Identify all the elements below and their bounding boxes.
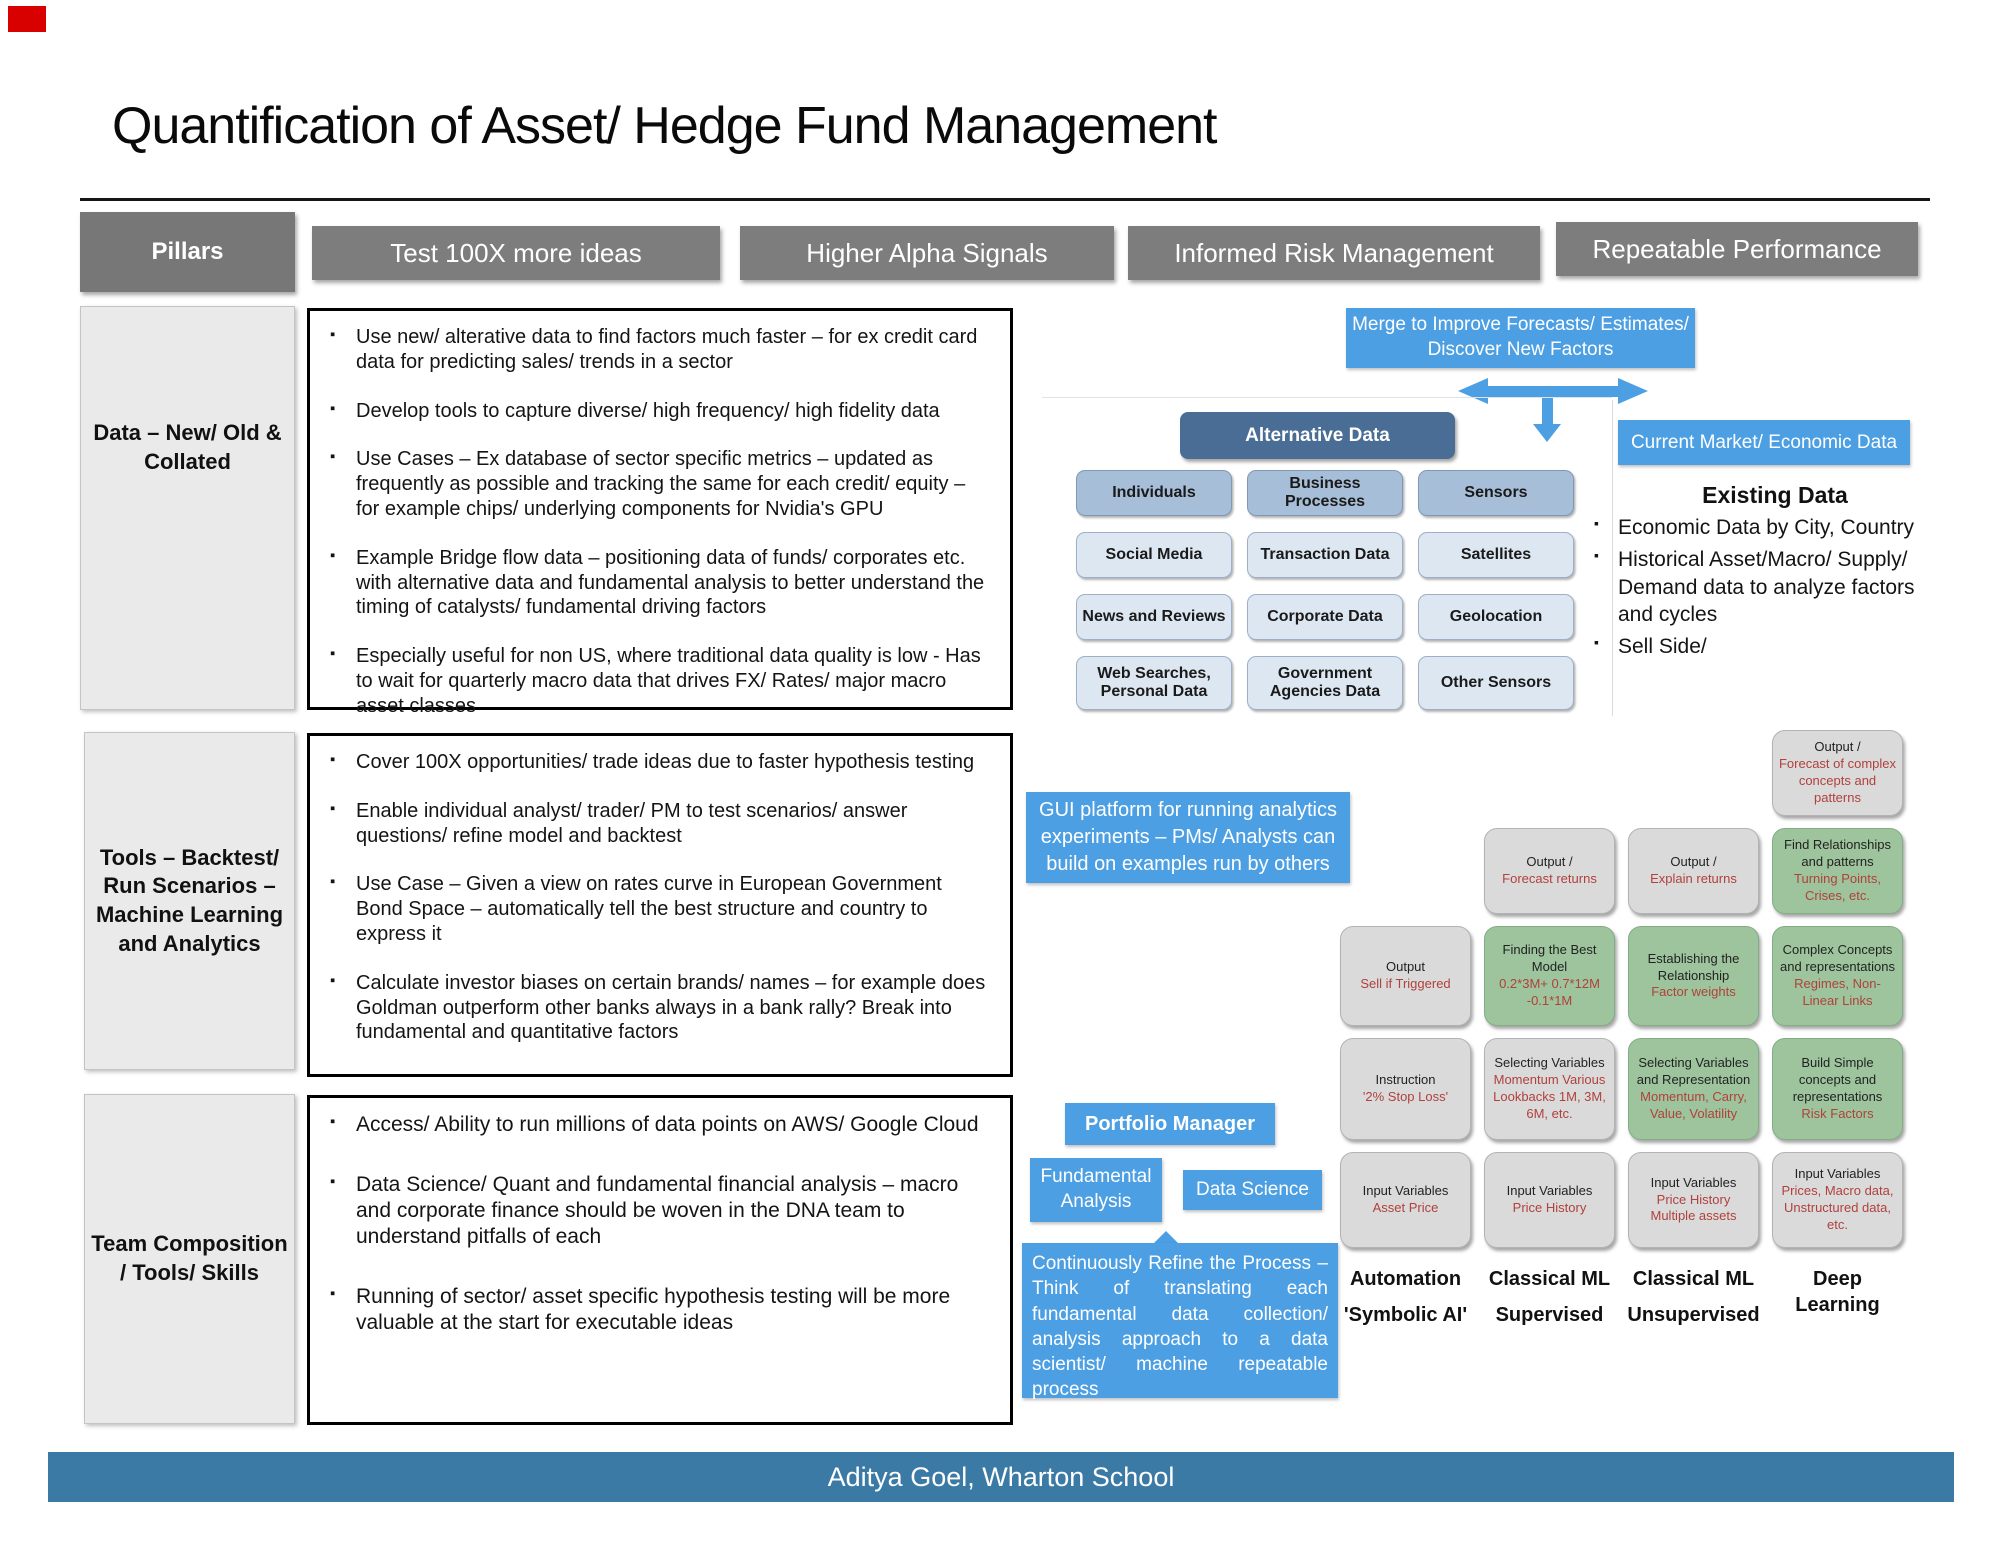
alt-data-cell: Satellites <box>1418 532 1574 578</box>
matrix-cell <box>1628 828 1759 914</box>
alt-data-cell: Government Agencies Data <box>1247 656 1403 710</box>
matrix-column-label-line: Unsupervised <box>1627 1304 1760 1326</box>
current-market-header: Current Market/ Economic Data <box>1618 420 1910 465</box>
panel-divider-horizontal <box>1042 397 1612 398</box>
matrix-cell-value: Risk Factors <box>1801 1105 1874 1121</box>
matrix-cell-label: Input Variables <box>1506 1183 1593 1199</box>
matrix-cell-label: Output / <box>1814 739 1861 755</box>
bullet-item: ▪ Calculate investor biases on certain brands/ names – for example does Goldman outperform other banks always in a bank rally? Break into fundamental and quantitative factors <box>320 971 992 1045</box>
matrix-cell <box>1484 828 1615 914</box>
matrix-cell-label: Find Relationships and patterns <box>1784 837 1891 870</box>
matrix-cell-value: Forecast of complex concepts and patterns <box>1778 756 1897 805</box>
page-title: Quantification of Asset/ Hedge Fund Management <box>112 97 1217 155</box>
data-content-box <box>307 308 1013 717</box>
team-bullet-list <box>320 1112 992 1336</box>
matrix-cell-label: Instruction <box>1375 1072 1436 1088</box>
matrix-cell-value: Sell if Triggered <box>1360 976 1451 991</box>
matrix-cell-value: Factor weights <box>1651 984 1736 1000</box>
matrix-cell <box>1484 1152 1615 1248</box>
down-arrow-head-icon <box>1533 424 1561 442</box>
fundamental-analysis-box: Fundamental Analysis <box>1030 1158 1162 1222</box>
bullet-item: ▪ Especially useful for non US, where traditional data quality is low - Has to wait for quarterly macro data that drives FX/ Rates/ major macro asset classes <box>320 644 992 718</box>
row-label-data: Data – New/ Old & Collated <box>80 306 295 710</box>
existing-data-title: Existing Data <box>1702 482 1848 508</box>
matrix-column-label <box>1772 1260 1903 1350</box>
alternative-data-header: Alternative Data <box>1180 412 1455 459</box>
matrix-cell-value: Prices, Macro data, Unstructured data, etc. <box>1781 1183 1894 1232</box>
pillars-header: Pillars <box>80 212 295 292</box>
matrix-cell <box>1772 828 1903 914</box>
matrix-cell-value: Explain returns <box>1650 871 1737 886</box>
bullet-item: ▪ Use new/ alterative data to find factors much faster – for ex credit card data for predicting sales/ trends in a sector <box>320 325 992 375</box>
matrix-cell <box>1628 1038 1759 1140</box>
matrix-cell-label: Input Variables <box>1362 1183 1449 1199</box>
double-arrow-icon <box>1488 386 1618 397</box>
footer-credit: Aditya Goel, Wharton School <box>48 1452 1954 1502</box>
matrix-cell-label: Build Simple concepts and representations <box>1792 1055 1883 1104</box>
matrix-cell <box>1340 1038 1471 1140</box>
ml-approaches-matrix <box>1340 730 1903 1350</box>
pillar-repeatable-performance: Repeatable Performance <box>1556 222 1918 276</box>
matrix-cell <box>1340 926 1471 1026</box>
tools-bullet-list <box>320 750 992 1045</box>
pillar-test-100x: Test 100X more ideas <box>312 226 720 280</box>
pillar-higher-alpha: Higher Alpha Signals <box>740 226 1114 280</box>
matrix-column-label-line: Classical ML <box>1632 1268 1755 1290</box>
title-divider <box>80 198 1930 201</box>
alt-data-cell: Business Processes <box>1247 470 1403 516</box>
matrix-cell <box>1772 1038 1903 1140</box>
matrix-cell-label: Finding the Best Model <box>1502 942 1597 975</box>
arrow-right-head-icon <box>1618 378 1648 404</box>
bullet-item: ▪ Cover 100X opportunities/ trade ideas due to faster hypothesis testing <box>320 750 992 775</box>
matrix-cell <box>1484 1038 1615 1140</box>
matrix-column-label <box>1340 1260 1471 1350</box>
matrix-cell <box>1340 1152 1471 1248</box>
matrix-cell <box>1628 926 1759 1026</box>
team-content-box <box>307 1095 1013 1425</box>
alt-data-cell: Transaction Data <box>1247 532 1403 578</box>
alt-data-cell: Social Media <box>1076 532 1232 578</box>
alt-data-cell: Corporate Data <box>1247 594 1403 640</box>
matrix-cell-label: Input Variables <box>1794 1166 1881 1182</box>
matrix-cell-value: '2% Stop Loss' <box>1362 1089 1449 1104</box>
bullet-item: ▪ Data Science/ Quant and fundamental financial analysis – macro and corporate finance should be woven in the DNA team to understand pitfalls of each <box>320 1172 992 1250</box>
matrix-cell-value: Forecast returns <box>1502 871 1597 886</box>
matrix-cell-label: Selecting Variables <box>1494 1055 1605 1071</box>
row-label-tools: Tools – Backtest/ Run Scenarios – Machine Learning and Analytics <box>84 732 295 1070</box>
existing-data-item: ▪ Economic Data by City, Country <box>1592 514 1944 541</box>
matrix-cell-label: Selecting Variables and Representation <box>1636 1055 1751 1088</box>
matrix-column-label <box>1484 1260 1615 1350</box>
bullet-item: ▪ Example Bridge flow data – positioning data of funds/ corporates etc. with alternative data and fundamental analysis to better understand the timing of catalysts/ fundamental driving factors <box>320 546 992 620</box>
alt-data-cell: Other Sensors <box>1418 656 1574 710</box>
matrix-cell <box>1628 1152 1759 1248</box>
existing-data-list <box>1592 514 1944 665</box>
portfolio-manager-box: Portfolio Manager <box>1065 1103 1275 1145</box>
matrix-cell-value: Momentum Various Lookbacks 1M, 3M, 6M, etc. <box>1493 1072 1606 1121</box>
matrix-column-label <box>1628 1260 1759 1350</box>
alt-data-cell: Geolocation <box>1418 594 1574 640</box>
matrix-cell-value: 0.2*3M+ 0.7*12M -0.1*1M <box>1499 976 1600 1008</box>
matrix-cell-value: Price History Multiple assets <box>1650 1191 1737 1224</box>
matrix-column-label-line: 'Symbolic AI' <box>1343 1304 1468 1326</box>
pillar-informed-risk: Informed Risk Management <box>1128 226 1540 280</box>
row-label-team: Team Composition / Tools/ Skills <box>84 1094 295 1424</box>
matrix-column-label-line: Classical ML <box>1488 1268 1611 1290</box>
refine-process-callout: Continuously Refine the Process – Think of translating each fundamental data collection/ analysis approach to a data scientist/ machine repeatable process <box>1022 1243 1338 1398</box>
alt-data-cell: Sensors <box>1418 470 1574 516</box>
matrix-cell-label: Output / <box>1670 854 1717 870</box>
matrix-cell-label: Output <box>1385 959 1426 975</box>
bullet-item: ▪ Access/ Ability to run millions of data points on AWS/ Google Cloud <box>320 1112 992 1138</box>
matrix-cell-value: Turning Points, Crises, etc. <box>1794 871 1881 903</box>
bullet-item: ▪ Running of sector/ asset specific hypothesis testing will be more valuable at the start for executable ideas <box>320 1284 992 1336</box>
matrix-column-label-line: Learning <box>1795 1294 1880 1316</box>
data-science-box: Data Science <box>1183 1170 1322 1210</box>
alt-data-cell: Individuals <box>1076 470 1232 516</box>
matrix-cell-label: Input Variables <box>1650 1174 1737 1190</box>
matrix-cell-label: Complex Concepts and representations <box>1780 942 1895 975</box>
existing-data-item: ▪ Historical Asset/Macro/ Supply/ Demand data to analyze factors and cycles <box>1592 546 1944 628</box>
bullet-item: ▪ Use Cases – Ex database of sector specific metrics – updated as frequently as possible and tracking the same for each credit/ equity – for example chips/ underlying components for Nvidia's GPU <box>320 447 992 521</box>
alt-data-cell: News and Reviews <box>1076 594 1232 640</box>
matrix-cell-value: Price History <box>1512 1200 1587 1215</box>
arrow-left-head-icon <box>1458 378 1488 404</box>
matrix-cell-value: Momentum, Carry, Value, Volatility <box>1640 1089 1747 1121</box>
matrix-column-label-line: Supervised <box>1495 1304 1604 1326</box>
matrix-cell <box>1484 926 1615 1026</box>
alt-data-cell: Web Searches, Personal Data <box>1076 656 1232 710</box>
alternative-data-grid <box>1076 470 1574 710</box>
matrix-column-label-line: Automation <box>1349 1268 1462 1290</box>
matrix-cell <box>1772 926 1903 1026</box>
gui-platform-callout: GUI platform for running analytics experiments – PMs/ Analysts can build on examples run by others <box>1026 792 1350 883</box>
corner-marker <box>8 6 46 32</box>
existing-data-item: ▪ Sell Side/ <box>1592 633 1944 660</box>
matrix-cell-value: Asset Price <box>1372 1200 1439 1215</box>
matrix-cell-label: Output / <box>1526 854 1573 870</box>
matrix-column-label-line: Deep <box>1813 1268 1862 1290</box>
merge-forecasts-callout: Merge to Improve Forecasts/ Estimates/ Discover New Factors <box>1346 308 1695 368</box>
bullet-item: ▪ Develop tools to capture diverse/ high frequency/ high fidelity data <box>320 399 992 424</box>
matrix-cell <box>1772 1152 1903 1248</box>
bullet-item: ▪ Enable individual analyst/ trader/ PM to test scenarios/ answer questions/ refine model and backtest <box>320 799 992 849</box>
tools-content-box <box>307 733 1013 1077</box>
data-bullet-list <box>320 325 992 719</box>
matrix-cell-value: Regimes, Non-Linear Links <box>1794 976 1881 1008</box>
matrix-cell <box>1772 730 1903 816</box>
matrix-cell-label: Establishing the Relationship <box>1647 950 1740 983</box>
bullet-item: ▪ Use Case – Given a view on rates curve in European Government Bond Space – automatically tell the best structure and country to express it <box>320 872 992 946</box>
